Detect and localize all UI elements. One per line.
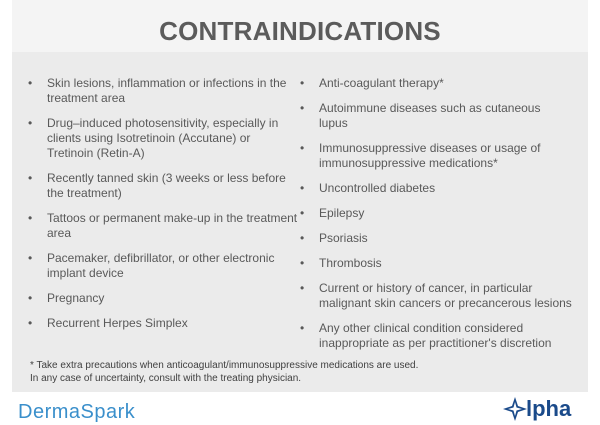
list-item bbox=[300, 76, 572, 91]
list-item-text: Recurrent Herpes Simplex bbox=[47, 316, 188, 330]
list-item-text: Pacemaker, defibrillator, or other electronic implant device bbox=[47, 251, 275, 280]
list-item bbox=[300, 181, 572, 196]
list-item bbox=[300, 101, 572, 131]
right-column-list bbox=[300, 76, 572, 361]
bullet: • bbox=[300, 101, 305, 115]
list-item bbox=[28, 171, 298, 201]
list-item bbox=[28, 211, 298, 241]
list-item-text: Pregnancy bbox=[47, 291, 105, 305]
bullet: • bbox=[300, 281, 305, 295]
list-item bbox=[28, 316, 298, 331]
list-item bbox=[300, 141, 572, 171]
bullet: • bbox=[28, 116, 33, 130]
list-item-text: Thrombosis bbox=[319, 256, 382, 270]
list-item bbox=[28, 116, 298, 161]
list-item-text: Recently tanned skin (3 weeks or less before the treatment) bbox=[47, 171, 286, 200]
footnote-line-2: In any case of uncertainty, consult with the treating physician. bbox=[30, 373, 302, 384]
list-item bbox=[300, 231, 572, 246]
list-item-text: Anti-coagulant therapy* bbox=[319, 76, 444, 90]
bullet: • bbox=[28, 251, 33, 265]
bullet: • bbox=[300, 76, 305, 90]
bullet: • bbox=[300, 256, 305, 270]
list-item bbox=[300, 256, 572, 271]
bullet: • bbox=[300, 181, 305, 195]
list-item-text: Tattoos or permanent make-up in the treatment area bbox=[47, 211, 298, 240]
list-item bbox=[28, 251, 298, 281]
list-item bbox=[300, 321, 572, 351]
footnote bbox=[30, 359, 580, 385]
list-item-text: Autoimmune diseases such as cutaneous lupus bbox=[319, 101, 541, 130]
alpha-logo bbox=[502, 396, 592, 422]
alpha-star-icon bbox=[502, 396, 528, 422]
list-item-text: Skin lesions, inflammation or infections in the treatment area bbox=[47, 76, 287, 105]
bullet: • bbox=[28, 291, 33, 305]
content-panel bbox=[12, 52, 588, 392]
bullet: • bbox=[300, 321, 305, 335]
list-item bbox=[28, 291, 298, 306]
list-item bbox=[28, 76, 298, 106]
bullet: • bbox=[300, 141, 305, 155]
alpha-logo-text: lpha bbox=[526, 396, 572, 421]
list-item-text: Immunosuppressive diseases or usage of immunosuppressive medications* bbox=[319, 141, 541, 170]
list-item-text: Any other clinical condition considered inappropriate as per practitioner's discretion bbox=[319, 321, 552, 350]
list-item-text: Psoriasis bbox=[319, 231, 368, 245]
list-item-text: Current or history of cancer, in particular malignant skin cancers or precancerous lesions bbox=[319, 281, 572, 310]
list-item-text: Drug–induced photosensitivity, especially in clients using Isotretinoin (Accutane) or Tretinoin (Retin-A) bbox=[47, 116, 279, 160]
bullet: • bbox=[28, 171, 33, 185]
bullet: • bbox=[28, 316, 33, 330]
bullet: • bbox=[300, 206, 305, 220]
footnote-line-1: * Take extra precautions when anticoagulant/immunosuppressive medications are used. bbox=[30, 360, 419, 371]
list-item bbox=[300, 281, 572, 311]
page-title: CONTRAINDICATIONS bbox=[159, 16, 441, 46]
list-item bbox=[300, 206, 572, 221]
dermaspark-logo: DermaSpark bbox=[18, 401, 136, 423]
list-item-text: Epilepsy bbox=[319, 206, 365, 220]
list-item-text: Uncontrolled diabetes bbox=[319, 181, 436, 195]
left-column-list bbox=[28, 76, 298, 341]
bullet: • bbox=[300, 231, 305, 245]
bullet: • bbox=[28, 211, 33, 225]
bullet: • bbox=[28, 76, 33, 90]
